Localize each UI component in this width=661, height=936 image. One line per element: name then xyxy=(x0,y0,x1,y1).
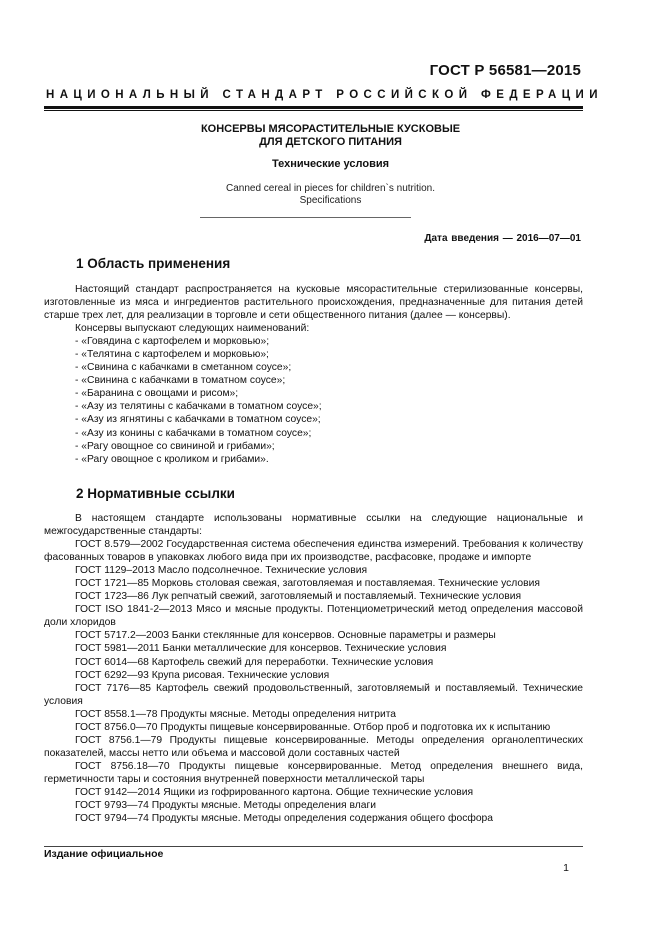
reference-item: ГОСТ 8756.1—79 Продукты пищевые консервированные. Методы определения органолептических показателей, массы нетто или объема и массовой доли составных частей xyxy=(44,734,583,759)
header-rule-thin xyxy=(44,110,583,111)
english-title-line-1: Canned cereal in pieces for children`s nutrition. xyxy=(226,183,435,194)
list-item: - «Свинина с кабачками в сметанном соусе»; xyxy=(75,362,292,374)
footer-rule xyxy=(44,846,583,847)
reference-item: ГОСТ ISO 1841-2—2013 Мясо и мясные продукты. Потенциометрический метод определения массовой доли хлоридов xyxy=(44,604,583,629)
reference-item: ГОСТ 9142—2014 Ящики из гофрированного картона. Общие технические условия xyxy=(75,786,474,798)
reference-item: ГОСТ 7176—85 Картофель свежий продовольственный, заготовляемый и поставляемый. Технические условия xyxy=(44,682,583,707)
introduction-date: Дата введения — 2016—07—01 xyxy=(424,233,581,244)
reference-item: ГОСТ 6014—68 Картофель свежий для переработки. Технические условия xyxy=(75,656,434,668)
reference-item: ГОСТ 1129–2013 Масло подсолнечное. Технические условия xyxy=(75,565,368,577)
gost-number: ГОСТ Р 56581—2015 xyxy=(429,62,581,79)
title-line-2: ДЛЯ ДЕТСКОГО ПИТАНИЯ xyxy=(259,136,402,148)
list-item: - «Говядина с картофелем и морковью»; xyxy=(75,336,270,348)
document-subtitle: Технические условия xyxy=(271,158,390,170)
official-edition-label: Издание официальное xyxy=(44,848,164,860)
section-2-body xyxy=(44,512,583,825)
list-item: - «Рагу овощное со свининой и грибами»; xyxy=(75,440,275,452)
list-item: - «Свинина с кабачками в томатном соусе»; xyxy=(75,375,286,387)
reference-item: ГОСТ 8756.18—70 Продукты пищевые консервированные. Метод определения внешнего вида, герметичности тары и состояния внутренней поверхности металлической тары xyxy=(44,760,583,785)
document-title xyxy=(0,123,661,149)
reference-item: ГОСТ 8756.0—70 Продукты пищевые консервированные. Отбор проб и подготовка их к испытанию xyxy=(75,721,551,733)
list-item: - «Рагу овощное с кроликом и грибами». xyxy=(75,453,269,465)
list-item: - «Азу из ягнятины с кабачками в томатном соусе»; xyxy=(75,414,321,426)
reference-item: ГОСТ 5981—2011 Банки металлические для консервов. Технические условия xyxy=(75,643,447,655)
reference-item: ГОСТ 8558.1—78 Продукты мясные. Методы определения нитрита xyxy=(75,708,397,720)
reference-item: ГОСТ 9794—74 Продукты мясные. Методы определения содержания общего фосфора xyxy=(75,813,494,825)
reference-item: ГОСТ 1721—85 Морковь столовая свежая, заготовляемая и поставляемая. Технические условия xyxy=(75,578,540,590)
list-item: - «Телятина с картофелем и морковью»; xyxy=(75,349,269,361)
english-title xyxy=(0,183,661,207)
page-number: 1 xyxy=(563,862,569,874)
list-item: - «Азу из конины с кабачками в томатном соусе»; xyxy=(75,427,312,439)
title-divider xyxy=(200,217,411,218)
section-2-intro: В настоящем стандарте использованы нормативные ссылки на следующие национальные и межгосударственные стандарты: xyxy=(44,513,583,538)
reference-item: ГОСТ 8.579—2002 Государственная система обеспечения единства измерений. Требования к количеству фасованных товаров в упаковках любого вида при их производстве, расфасовке, продаже и импорте xyxy=(44,539,583,564)
reference-item: ГОСТ 1723—86 Лук репчатый свежий, заготовляемый и поставляемый. Технические условия xyxy=(75,591,522,603)
reference-item: ГОСТ 6292—93 Крупа рисовая. Технические условия xyxy=(75,669,330,681)
section-2-heading: 2 Нормативные ссылки xyxy=(76,486,235,501)
section-1-heading: 1 Область применения xyxy=(76,256,231,271)
list-item: - «Азу из телятины с кабачками в томатном соусе»; xyxy=(75,401,322,413)
section-1-list-intro: Консервы выпускают следующих наименований: xyxy=(75,323,310,335)
reference-item: ГОСТ 5717.2—2003 Банки стеклянные для консервов. Основные параметры и размеры xyxy=(75,630,496,642)
section-1-paragraph: Настоящий стандарт распространяется на кусковые мясорастительные стерилизованные консервы, изготовленные из мяса и ингредиентов растительного происхождения, предназначенные для питания детей старше трех лет, для реализации в торговле и сети общественного питания (далее — консервы). xyxy=(44,284,583,322)
title-line-1: КОНСЕРВЫ МЯСОРАСТИТЕЛЬНЫЕ КУСКОВЫЕ xyxy=(200,123,461,135)
national-standard-header: НАЦИОНАЛЬНЫЙ СТАНДАРТ РОССИЙСКОЙ ФЕДЕРАЦИИ xyxy=(46,89,603,101)
reference-item: ГОСТ 9793—74 Продукты мясные. Методы определения влаги xyxy=(75,800,376,812)
english-title-line-2: Specifications xyxy=(299,195,362,206)
list-item: - «Баранина с овощами и рисом»; xyxy=(75,388,239,400)
section-1-body xyxy=(44,283,583,466)
header-rule-thick xyxy=(44,106,583,109)
